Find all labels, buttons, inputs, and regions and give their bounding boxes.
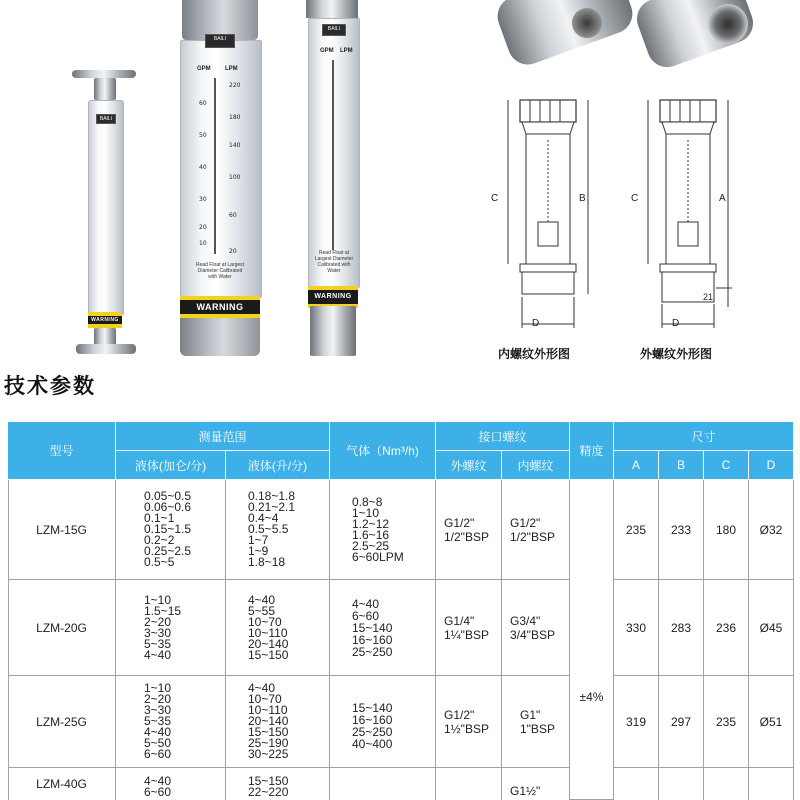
dim-label-d: D — [532, 318, 540, 329]
calibration-text: Read Float at Largest Diameter Calibrated with Water — [314, 250, 354, 274]
row-gas-range: 15~140 16~160 25~250 40~400 — [330, 676, 436, 768]
row-dim-c: 180 — [704, 480, 749, 580]
row-external-thread: G1/4" 1¼"BSP — [436, 580, 502, 676]
row-dim-d: Ø32 — [749, 480, 794, 580]
row-dim-c: 236 — [704, 580, 749, 676]
brand-label: BAILI — [205, 34, 235, 48]
row-dim-c: 235 — [704, 676, 749, 768]
scale-value: 180 — [229, 114, 241, 121]
row-gpm-range: 1~10 1.5~15 2~20 3~30 5~35 4~40 — [116, 580, 226, 676]
header-c: C — [704, 451, 749, 480]
brand-label: BAILI — [96, 114, 116, 124]
row-dim-b: 297 — [659, 676, 704, 768]
dimension-diagrams — [480, 92, 780, 342]
row-dim-a: 235 — [614, 480, 659, 580]
warning-label: WARNING — [88, 312, 122, 328]
scale-value: 30 — [199, 196, 207, 203]
row-external-thread: G1/2" 1/2"BSP — [436, 480, 502, 580]
row-gpm-range: 4~40 6~60 — [116, 768, 226, 800]
header-b: B — [659, 451, 704, 480]
row-gpm-range: 1~10 2~20 3~30 5~35 4~40 5~50 6~60 — [116, 676, 226, 768]
unit-lpm: LPM — [225, 66, 238, 72]
scale-value: 10 — [199, 240, 207, 247]
scale-value: 140 — [229, 142, 241, 149]
row-gas-range — [330, 768, 436, 800]
row-internal-thread: G1½" — [502, 768, 570, 800]
scale-value: 50 — [199, 132, 207, 139]
unit-lpm: LPM — [340, 48, 353, 54]
row-lpm-range: 4~40 10~70 10~110 20~140 15~150 25~190 30~225 — [226, 676, 330, 768]
dim-label-c: C — [631, 193, 639, 204]
row-lpm-range: 0.18~1.8 0.21~2.1 0.4~4 0.5~5.5 1~7 1~9 1.8~18 — [226, 480, 330, 580]
scale-value: 40 — [199, 164, 207, 171]
row-model: LZM-20G — [8, 580, 116, 676]
dim-label-b: B — [579, 193, 586, 204]
row-dim-b — [659, 768, 704, 800]
row-dim-c — [704, 768, 749, 800]
row-dim-d: Ø45 — [749, 580, 794, 676]
brand-label: BAILI — [322, 24, 346, 36]
row-internal-thread: G1" 1"BSP — [502, 676, 570, 768]
scale-value: 60 — [229, 212, 237, 219]
header-liquid-lpm: 液体(升/分) — [226, 451, 330, 480]
scale-value: 20 — [199, 224, 207, 231]
accuracy-value: ±4% — [570, 480, 614, 800]
warning-label: WARNING — [180, 296, 260, 318]
dim-label-a: A — [719, 193, 726, 204]
row-lpm-range: 4~40 5~55 10~70 10~110 20~140 15~150 — [226, 580, 330, 676]
row-external-thread: G1/2" 1½"BSP — [436, 676, 502, 768]
unit-gpm: GPM — [197, 66, 211, 72]
row-dim-a: 330 — [614, 580, 659, 676]
row-model: LZM-40G — [8, 768, 116, 800]
row-dim-b: 283 — [659, 580, 704, 676]
dim-label-c: C — [491, 193, 499, 204]
row-dim-a: 319 — [614, 676, 659, 768]
row-gas-range: 0.8~8 1~10 1.2~12 1.6~16 2.5~25 6~60LPM — [330, 480, 436, 580]
row-gpm-range: 0.05~0.5 0.06~0.6 0.1~1 0.15~1.5 0.2~2 0.25~2.5 0.5~5 — [116, 480, 226, 580]
row-model: LZM-15G — [8, 480, 116, 580]
row-dim-d — [749, 768, 794, 800]
scale-value: 100 — [229, 174, 241, 181]
header-model: 型号 — [8, 422, 116, 480]
row-external-thread — [436, 768, 502, 800]
header-range: 测量范围 — [116, 422, 330, 451]
internal-thread-caption: 内螺纹外形图 — [498, 347, 571, 361]
row-internal-thread: G1/2" 1/2"BSP — [502, 480, 570, 580]
external-thread-caption: 外螺纹外形图 — [640, 347, 713, 361]
row-dim-d: Ø51 — [749, 676, 794, 768]
header-d: D — [749, 451, 794, 480]
calibration-text: Read Float at Largest Diameter Calibrated with Water — [195, 262, 245, 280]
row-lpm-range: 15~150 22~220 — [226, 768, 330, 800]
row-dim-b: 233 — [659, 480, 704, 580]
header-liquid-gpm: 液体(加仑/分) — [116, 451, 226, 480]
header-external: 外螺纹 — [436, 451, 502, 480]
row-internal-thread: G3/4" 3/4"BSP — [502, 580, 570, 676]
section-title: 技术参数 — [4, 375, 96, 398]
header-gas: 气体（Nm³/h) — [330, 422, 436, 480]
unit-gpm: GPM — [320, 48, 334, 54]
scale-value: 20 — [229, 248, 237, 255]
scale-value: 220 — [229, 82, 241, 89]
dim-label-d: D — [672, 318, 680, 329]
header-internal: 内螺纹 — [502, 451, 570, 480]
warning-label: WARNING — [308, 286, 358, 308]
row-gas-range: 4~40 6~60 15~140 16~160 25~250 — [330, 580, 436, 676]
header-a: A — [614, 451, 659, 480]
header-connection: 接口螺纹 — [436, 422, 570, 451]
header-size: 尺寸 — [614, 422, 794, 451]
row-dim-a — [614, 768, 659, 800]
row-model: LZM-25G — [8, 676, 116, 768]
header-accuracy: 精度 — [570, 422, 614, 480]
scale-value: 60 — [199, 100, 207, 107]
dim-label-21: 21 — [703, 292, 714, 302]
